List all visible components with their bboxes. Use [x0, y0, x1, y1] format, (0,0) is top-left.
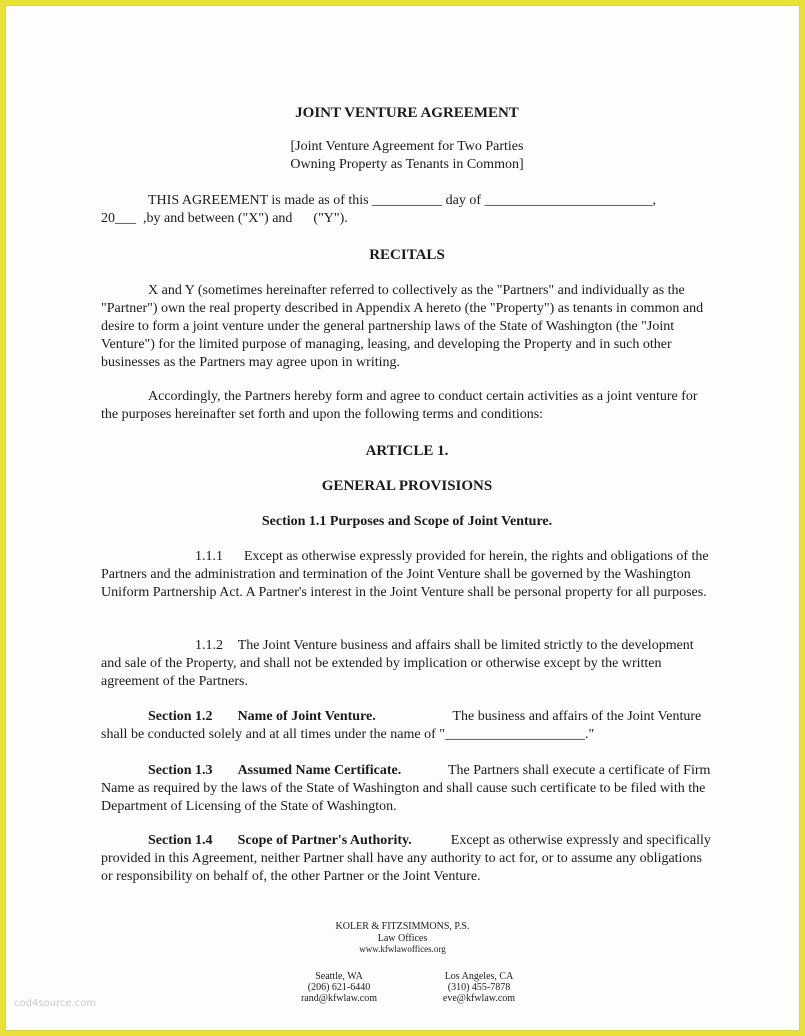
section-1-4-label: Section 1.4 [148, 833, 213, 848]
section-1-3-label: Section 1.3 [148, 763, 213, 778]
section-1-2 [101, 708, 713, 744]
recitals-paragraph-2: Accordingly, the Partners hereby form and agree to conduct certain activities as a joint venture for the purposes hereinafter set forth and upon the following terms and conditions: [101, 389, 698, 422]
intro-line-2: 20___ ,by and between ("X") and ("Y"). [101, 211, 348, 226]
article-heading: ARTICLE 1. [365, 443, 449, 459]
section-1-1-heading: Section 1.1 Purposes and Scope of Joint Venture. [261, 514, 553, 529]
footer-website: www.kfwlawoffices.org [359, 944, 446, 954]
section-1-2-label: Section 1.2 [148, 709, 213, 724]
general-provisions-heading: GENERAL PROVISIONS [321, 478, 493, 494]
section-1-3-title: Assumed Name Certificate. [237, 763, 402, 778]
footer-office-los-angeles [409, 971, 549, 1004]
section-1-2-text: The business and affairs of the Joint Venture shall be conducted solely and at all times under the name of "____________________." [101, 709, 702, 742]
office-email: eve@kfwlaw.com [442, 993, 516, 1004]
paragraph-1-1-2 [101, 637, 713, 691]
watermark-text: cod4source.com [14, 998, 97, 1009]
office-city: Los Angeles, CA [444, 971, 514, 982]
document-page [6, 6, 799, 1030]
office-city: Seattle, WA [315, 971, 363, 982]
section-1-4-text: Except as otherwise expressly and specifically provided in this Agreement, neither Partner shall have any authority to act for, or to assume any obligations or responsibility on behalf of, the other Partner or the Joint Venture. [101, 833, 711, 884]
recitals-heading: RECITALS [369, 247, 445, 263]
intro-line-1: THIS AGREEMENT is made as of this __________ day of ________________________, [148, 193, 656, 208]
footer-firm-name: KOLER & FITZSIMMONS, P.S. [335, 921, 470, 932]
recitals-paragraph-1: X and Y (sometimes hereinafter referred to collectively as the "Partners" and individually as the "Partner") own the real property described in Appendix A hereto (the "Property") as tenants in common and desire to form a joint venture under the general partnership laws of the State of Washington (the "Joint Venture") for the limited purpose of managing, leasing, and developing the Property and in such other businesses as the Partners may agree upon in writing. [101, 283, 704, 370]
document-subtitle-line1: [Joint Venture Agreement for Two Parties [290, 139, 524, 154]
footer-office-seattle [269, 971, 409, 1004]
paragraph-1-1-2-number: 1.1.2 [195, 638, 223, 653]
paragraph-1-1-1-text: Except as otherwise expressly provided for herein, the rights and obligations of the Partners and the administration and termination of the Joint Venture shall be governed by the Washington Uniform Partnership Act. A Partner's interest in the Joint Venture shall be personal property for all purposes. [101, 549, 709, 600]
paragraph-1-1-1 [101, 548, 713, 602]
section-1-2-title: Name of Joint Venture. [237, 709, 376, 724]
section-1-3-text: The Partners shall execute a certificate of Firm Name as required by the laws of the State of Washington and shall cause such certificate to be filed with the Department of Licensing of the State of Washington. [101, 763, 711, 814]
document-title: JOINT VENTURE AGREEMENT [295, 105, 519, 121]
section-1-3 [101, 762, 713, 816]
paragraph-1-1-1-number: 1.1.1 [195, 549, 223, 564]
paragraph-1-1-2-text: The Joint Venture business and affairs shall be limited strictly to the development and sale of the Property, and shall not be extended by implication or otherwise except by the written agreement of the Partners. [101, 638, 694, 689]
section-1-4-title: Scope of Partner's Authority. [237, 833, 412, 848]
office-phone: (310) 455-7878 [447, 982, 511, 993]
section-1-4 [101, 832, 713, 886]
document-subtitle-line2: Owning Property as Tenants in Common] [290, 157, 524, 172]
office-phone: (206) 621-6440 [307, 982, 371, 993]
office-email: rand@kfwlaw.com [300, 993, 378, 1004]
footer-law-offices: Law Offices [377, 933, 428, 944]
